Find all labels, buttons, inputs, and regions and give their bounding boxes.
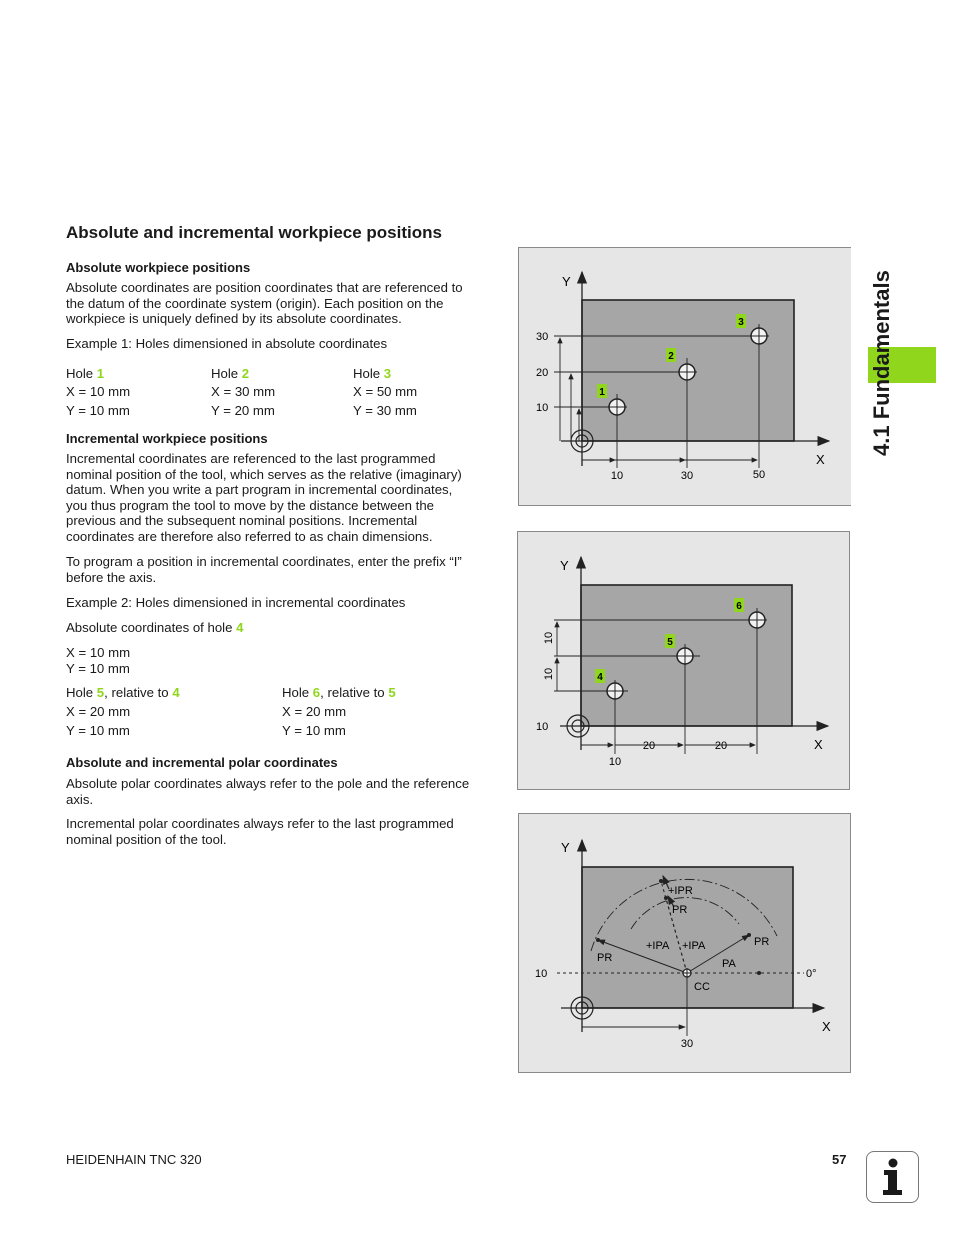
y-dim: 10 (543, 667, 555, 681)
info-icon-glyph (867, 1152, 918, 1202)
x-axis-label: X (822, 1019, 831, 1034)
absolute-paragraph (66, 280, 506, 327)
y-axis-label: Y (560, 558, 569, 573)
figure-absolute-drawing (519, 248, 851, 505)
hole-2-y: Y = 20 mm (211, 403, 275, 418)
text-line: Y = 10 mm (66, 660, 130, 676)
example-2: Example 2: Holes dimensioned in incremental coordinates (66, 595, 406, 610)
label-pr-left: PR (597, 952, 613, 964)
hole-5-label: Hole 5, relative to 4 (66, 685, 180, 700)
info-icon[interactable] (866, 1151, 919, 1203)
chapter-title-text: 4.1 Fundamentals (869, 270, 894, 456)
y-dim: 10 (543, 631, 555, 645)
hole-1-label: Hole 1 (66, 366, 105, 381)
y-axis-label: Y (561, 840, 570, 855)
absolute-heading: Absolute workpiece positions (66, 260, 251, 275)
hole-tag-2: 2 (668, 351, 674, 362)
y-tick: 10 (535, 968, 548, 980)
text-line: To program a position in incremental coordinates, enter the prefix “I” (66, 554, 462, 569)
x-axis-label: X (816, 452, 825, 467)
y-axis-label: Y (562, 274, 571, 289)
incremental-paragraph (66, 451, 506, 545)
hole-tag-6: 6 (736, 601, 742, 612)
hole-5-y: Y = 10 mm (66, 723, 130, 738)
chapter-title (869, 220, 899, 460)
hole-3-y: Y = 30 mm (353, 403, 417, 418)
hole-tag-1: 1 (599, 387, 605, 398)
hole-6-label: Hole 6, relative to 5 (282, 685, 396, 700)
figure-incremental-drawing (518, 532, 849, 789)
x-axis-label: X (814, 737, 823, 752)
label-ipa-2: +IPA (682, 940, 706, 952)
y-tick: 20 (536, 367, 549, 379)
label-ipr: +IPR (668, 885, 693, 897)
hole-6-x: X = 20 mm (282, 704, 347, 719)
text-line: the datum of the coordinate system (origin). Each position on the (66, 295, 444, 311)
prefix-paragraph (66, 554, 506, 585)
text-line: before the axis. (66, 569, 157, 585)
text-line: axis. (66, 791, 94, 807)
x-tick: 30 (680, 470, 694, 482)
x-tick: 10 (610, 470, 624, 482)
text-line: Absolute coordinates are position coordinates that are referenced to (66, 280, 463, 295)
hole-2-x: X = 30 mm (211, 384, 276, 399)
x-dim: 10 (608, 756, 622, 768)
text-line: Incremental polar coordinates always refer to the last programmed (66, 816, 454, 831)
hole-tag-4: 4 (597, 672, 603, 683)
x-tick: 50 (752, 469, 766, 481)
text-line: Incremental coordinates are referenced to the last programmed (66, 451, 436, 466)
text-line: previous and the subsequent nominal positions. Incremental (66, 513, 418, 529)
text-line: you thus program the tool to move by the distance between the (66, 497, 435, 513)
hole-3-label: Hole 3 (353, 366, 392, 381)
incremental-heading: Incremental workpiece positions (66, 431, 268, 446)
hole-2-label: Hole 2 (211, 366, 250, 381)
text-line: coordinates are therefore also referred to as chain dimensions. (66, 528, 433, 544)
abs-hole-4-line: Absolute coordinates of hole 4 (66, 620, 244, 635)
holes-table (0, 366, 520, 426)
polar-paragraph-1 (66, 776, 506, 807)
label-pr-right: PR (754, 936, 770, 948)
text-line: nominal position of the tool, which serves as the relative (imaginary) (66, 466, 462, 482)
abs-hole-4-coords (66, 645, 130, 676)
label-zero-degree: 0° (806, 968, 817, 980)
hole-1-y: Y = 10 mm (66, 403, 130, 418)
example-1: Example 1: Holes dimensioned in absolute coordinates (66, 336, 388, 351)
label-ipa-1: +IPA (646, 940, 670, 952)
footer-product: HEIDENHAIN TNC 320 (66, 1152, 202, 1167)
figure-absolute (518, 247, 851, 506)
page-number: 57 (832, 1152, 847, 1167)
polar-paragraph-2 (66, 816, 506, 847)
figure-polar-drawing (519, 814, 850, 1072)
figure-incremental (517, 531, 850, 790)
y-dim: 10 (536, 721, 549, 733)
x-tick: 30 (680, 1038, 694, 1050)
y-tick: 10 (536, 402, 549, 414)
hole-6-y: Y = 10 mm (282, 723, 346, 738)
text-line: datum. When you write a part program in incremental coordinates, (66, 482, 453, 498)
text-line: nominal position of the tool. (66, 831, 227, 847)
x-dim: 20 (642, 740, 656, 752)
x-dim: 20 (714, 740, 728, 752)
y-tick: 30 (536, 331, 549, 343)
hole-5-x: X = 20 mm (66, 704, 131, 719)
label-cc: CC (694, 981, 710, 993)
text-line: Absolute polar coordinates always refer to the pole and the reference (66, 776, 470, 791)
hole-tag-3: 3 (738, 317, 744, 328)
figure-polar (518, 813, 851, 1073)
polar-heading: Absolute and incremental polar coordinates (66, 755, 338, 770)
text-line: X = 10 mm (66, 645, 131, 660)
label-pa: PA (722, 958, 736, 970)
text-line: workpiece is uniquely defined by its absolute coordinates. (66, 311, 402, 327)
section-title: Absolute and incremental workpiece positions (66, 223, 442, 242)
hole-tag-5: 5 (667, 637, 673, 648)
relative-holes-table (0, 685, 520, 745)
hole-1-x: X = 10 mm (66, 384, 131, 399)
label-pr-top: PR (672, 904, 688, 916)
hole-3-x: X = 50 mm (353, 384, 418, 399)
